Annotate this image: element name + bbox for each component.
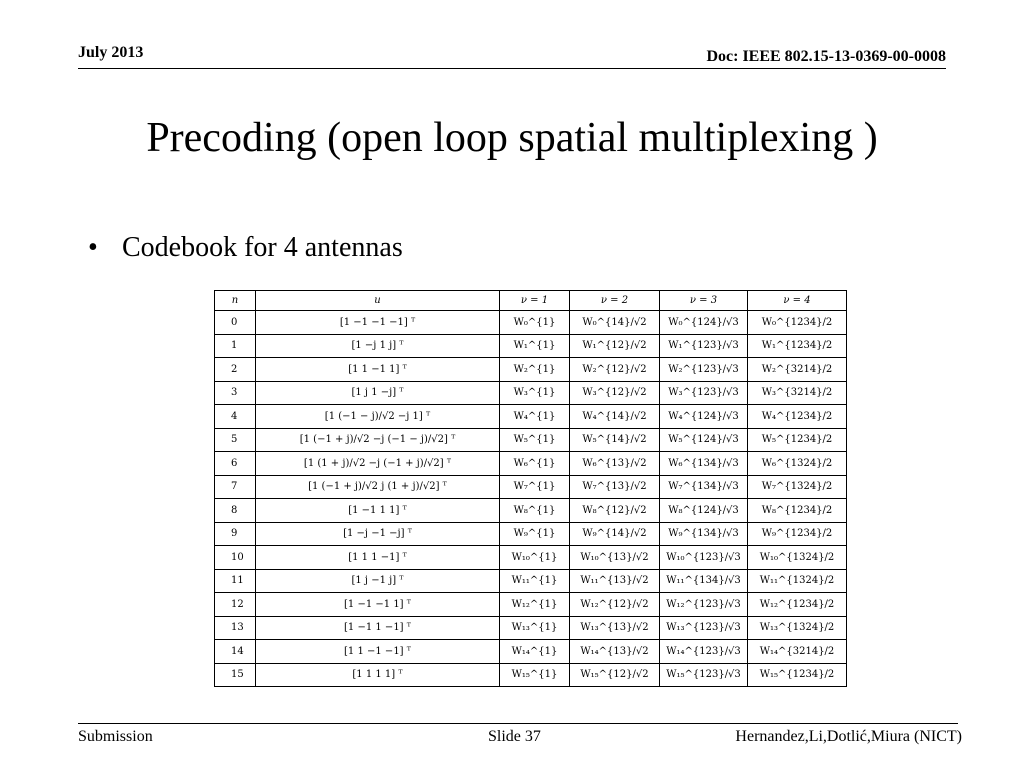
- cell-n: 8: [215, 499, 256, 523]
- cell-v3: W₁₁^{134}/√3: [660, 569, 748, 593]
- cell-v1: W₃^{1}: [500, 381, 570, 405]
- cell-n: 12: [215, 593, 256, 617]
- cell-n: 3: [215, 381, 256, 405]
- cell-n: 14: [215, 640, 256, 664]
- cell-u: [1 −1 −1 −1] ᵀ: [256, 311, 500, 335]
- cell-n: 4: [215, 405, 256, 429]
- table-row: [215, 428, 847, 452]
- bullet-item: [88, 230, 403, 266]
- table-row: [215, 452, 847, 476]
- cell-n: 2: [215, 358, 256, 382]
- cell-v4: W₁₄^{3214}/2: [748, 640, 847, 664]
- table-row: [215, 311, 847, 335]
- cell-v3: W₄^{124}/√3: [660, 405, 748, 429]
- cell-v1: W₁₂^{1}: [500, 593, 570, 617]
- cell-v1: W₁₄^{1}: [500, 640, 570, 664]
- cell-v2: W₆^{13}/√2: [570, 452, 660, 476]
- column-header-v3: ν = 3: [660, 291, 748, 311]
- cell-n: 10: [215, 546, 256, 570]
- cell-v1: W₉^{1}: [500, 522, 570, 546]
- footer-slide-number: Slide 37: [488, 728, 541, 745]
- cell-v2: W₁₄^{13}/√2: [570, 640, 660, 664]
- cell-u: [1 (−1 + j)/√2 −j (−1 − j)/√2] ᵀ: [256, 428, 500, 452]
- table-row: [215, 334, 847, 358]
- cell-v3: W₂^{123}/√3: [660, 358, 748, 382]
- cell-v1: W₈^{1}: [500, 499, 570, 523]
- table-row: [215, 499, 847, 523]
- table-row: [215, 569, 847, 593]
- cell-u: [1 (−1 − j)/√2 −j 1] ᵀ: [256, 405, 500, 429]
- cell-v4: W₁₃^{1324}/2: [748, 616, 847, 640]
- cell-v2: W₁₂^{12}/√2: [570, 593, 660, 617]
- cell-v2: W₈^{12}/√2: [570, 499, 660, 523]
- cell-v2: W₂^{12}/√2: [570, 358, 660, 382]
- table-header-row: [215, 291, 847, 311]
- cell-v1: W₆^{1}: [500, 452, 570, 476]
- cell-u: [1 −1 1 1] ᵀ: [256, 499, 500, 523]
- table-row: [215, 593, 847, 617]
- cell-u: [1 −j −1 −j] ᵀ: [256, 522, 500, 546]
- cell-v2: W₁₅^{12}/√2: [570, 663, 660, 687]
- table-row: [215, 358, 847, 382]
- cell-v4: W₄^{1234}/2: [748, 405, 847, 429]
- cell-n: 6: [215, 452, 256, 476]
- cell-v3: W₁₂^{123}/√3: [660, 593, 748, 617]
- column-header-n: n: [215, 291, 256, 311]
- cell-v1: W₀^{1}: [500, 311, 570, 335]
- column-header-v2: ν = 2: [570, 291, 660, 311]
- cell-v3: W₀^{124}/√3: [660, 311, 748, 335]
- cell-v4: W₁₁^{1324}/2: [748, 569, 847, 593]
- cell-n: 15: [215, 663, 256, 687]
- table-row: [215, 475, 847, 499]
- cell-u: [1 −1 1 −1] ᵀ: [256, 616, 500, 640]
- cell-v3: W₁₀^{123}/√3: [660, 546, 748, 570]
- cell-v1: W₄^{1}: [500, 405, 570, 429]
- footer-divider: [78, 723, 958, 724]
- cell-v2: W₁₃^{13}/√2: [570, 616, 660, 640]
- bullet-icon: •: [88, 232, 98, 263]
- bullet-text: Codebook for 4 antennas: [122, 232, 403, 263]
- cell-u: [1 1 1 −1] ᵀ: [256, 546, 500, 570]
- cell-v3: W₁₄^{123}/√3: [660, 640, 748, 664]
- cell-v1: W₇^{1}: [500, 475, 570, 499]
- cell-v3: W₁₃^{123}/√3: [660, 616, 748, 640]
- table-row: [215, 522, 847, 546]
- cell-v3: W₅^{124}/√3: [660, 428, 748, 452]
- cell-u: [1 −j 1 j] ᵀ: [256, 334, 500, 358]
- table-row: [215, 405, 847, 429]
- cell-v2: W₁₁^{13}/√2: [570, 569, 660, 593]
- cell-n: 7: [215, 475, 256, 499]
- cell-n: 1: [215, 334, 256, 358]
- cell-v1: W₅^{1}: [500, 428, 570, 452]
- slide-title: Precoding (open loop spatial multiplexing ): [146, 115, 878, 161]
- codebook-table-body: [215, 311, 847, 687]
- cell-v3: W₁^{123}/√3: [660, 334, 748, 358]
- cell-v2: W₉^{14}/√2: [570, 522, 660, 546]
- cell-n: 5: [215, 428, 256, 452]
- column-header-u: u: [256, 291, 500, 311]
- cell-v4: W₃^{3214}/2: [748, 381, 847, 405]
- column-header-v1: ν = 1: [500, 291, 570, 311]
- cell-v4: W₁₂^{1234}/2: [748, 593, 847, 617]
- cell-v1: W₁₀^{1}: [500, 546, 570, 570]
- cell-v2: W₅^{14}/√2: [570, 428, 660, 452]
- cell-n: 9: [215, 522, 256, 546]
- cell-v4: W₁₅^{1234}/2: [748, 663, 847, 687]
- cell-v3: W₆^{134}/√3: [660, 452, 748, 476]
- cell-v4: W₂^{3214}/2: [748, 358, 847, 382]
- cell-v4: W₁₀^{1324}/2: [748, 546, 847, 570]
- cell-v2: W₁^{12}/√2: [570, 334, 660, 358]
- cell-u: [1 j 1 −j] ᵀ: [256, 381, 500, 405]
- column-header-v4: ν = 4: [748, 291, 847, 311]
- cell-n: 13: [215, 616, 256, 640]
- cell-v4: W₀^{1234}/2: [748, 311, 847, 335]
- cell-v4: W₅^{1234}/2: [748, 428, 847, 452]
- cell-v4: W₆^{1324}/2: [748, 452, 847, 476]
- cell-v1: W₁₃^{1}: [500, 616, 570, 640]
- header-doc-id: Doc: IEEE 802.15-13-0369-00-0008: [706, 48, 946, 65]
- cell-v3: W₁₅^{123}/√3: [660, 663, 748, 687]
- codebook-table: [214, 290, 847, 687]
- cell-v2: W₃^{12}/√2: [570, 381, 660, 405]
- cell-v2: W₇^{13}/√2: [570, 475, 660, 499]
- cell-v1: W₁^{1}: [500, 334, 570, 358]
- cell-v1: W₂^{1}: [500, 358, 570, 382]
- footer-submission: Submission: [78, 728, 153, 745]
- cell-v4: W₈^{1234}/2: [748, 499, 847, 523]
- table-row: [215, 546, 847, 570]
- cell-u: [1 1 −1 −1] ᵀ: [256, 640, 500, 664]
- cell-u: [1 (1 + j)/√2 −j (−1 + j)/√2] ᵀ: [256, 452, 500, 476]
- cell-v2: W₄^{14}/√2: [570, 405, 660, 429]
- table-row: [215, 616, 847, 640]
- cell-v4: W₁^{1234}/2: [748, 334, 847, 358]
- cell-v3: W₉^{134}/√3: [660, 522, 748, 546]
- cell-v1: W₁₅^{1}: [500, 663, 570, 687]
- cell-v1: W₁₁^{1}: [500, 569, 570, 593]
- cell-v3: W₇^{134}/√3: [660, 475, 748, 499]
- footer-authors: Hernandez,Li,Dotlić,Miura (NICT): [735, 728, 962, 745]
- header-divider: [78, 68, 946, 69]
- cell-u: [1 1 1 1] ᵀ: [256, 663, 500, 687]
- cell-v3: W₈^{124}/√3: [660, 499, 748, 523]
- cell-u: [1 (−1 + j)/√2 j (1 + j)/√2] ᵀ: [256, 475, 500, 499]
- cell-v2: W₀^{14}/√2: [570, 311, 660, 335]
- cell-v4: W₉^{1234}/2: [748, 522, 847, 546]
- cell-n: 11: [215, 569, 256, 593]
- cell-v2: W₁₀^{13}/√2: [570, 546, 660, 570]
- cell-u: [1 1 −1 1] ᵀ: [256, 358, 500, 382]
- table-row: [215, 663, 847, 687]
- cell-v4: W₇^{1324}/2: [748, 475, 847, 499]
- cell-u: [1 j −1 j] ᵀ: [256, 569, 500, 593]
- cell-v3: W₃^{123}/√3: [660, 381, 748, 405]
- header-date: July 2013: [78, 44, 144, 61]
- table-row: [215, 640, 847, 664]
- cell-u: [1 −1 −1 1] ᵀ: [256, 593, 500, 617]
- cell-n: 0: [215, 311, 256, 335]
- codebook-table-container: [214, 290, 846, 687]
- table-row: [215, 381, 847, 405]
